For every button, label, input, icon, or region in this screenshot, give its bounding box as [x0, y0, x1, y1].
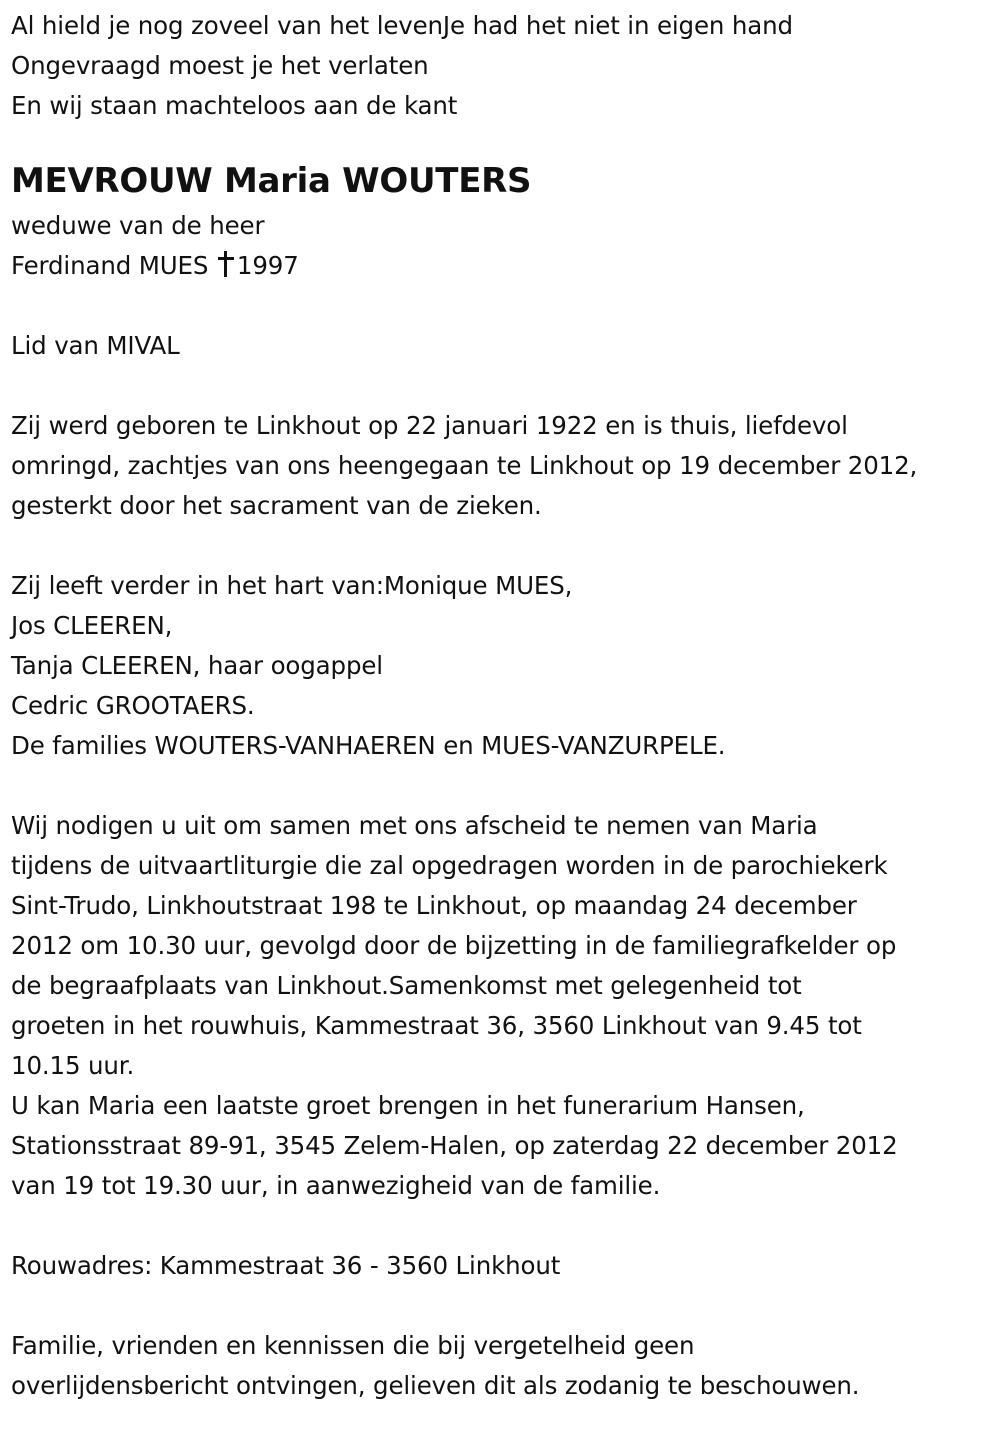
paragraph-line: U kan Maria een laatste groet brengen in het funerarium Hansen, [11, 1091, 805, 1120]
membership-text: Lid van MIVAL [11, 331, 180, 360]
spouse-line [11, 246, 996, 286]
poem-line: Al hield je nog zoveel van het levenJe had het niet in eigen hand [11, 11, 793, 40]
survivors-list [11, 566, 996, 766]
survivor-line: Tanja CLEEREN, haar oogappel [11, 651, 383, 680]
relation-text: weduwe van de heer [11, 211, 265, 240]
death-notice [11, 6, 996, 1406]
closing-paragraph [11, 1326, 996, 1406]
birth-death-paragraph [11, 406, 996, 526]
survivor-line: Cedric GROOTAERS. [11, 691, 255, 720]
poem-line: Ongevraagd moest je het verlaten [11, 51, 429, 80]
paragraph-line: Sint-Trudo, Linkhoutstraat 198 te Linkhout, op maandag 24 december [11, 891, 857, 920]
paragraph-line: omringd, zachtjes van ons heengegaan te Linkhout op 19 december 2012, [11, 451, 918, 480]
paragraph-line: overlijdensbericht ontvingen, gelieven dit als zodanig te beschouwen. [11, 1371, 860, 1400]
deceased-name: MEVROUW Maria WOUTERS [11, 161, 532, 201]
paragraph-line: 2012 om 10.30 uur, gevolgd door de bijzetting in de familiegrafkelder op [11, 931, 897, 960]
paragraph-line: 10.15 uur. [11, 1051, 135, 1080]
paragraph-line: gesterkt door het sacrament van de zieken. [11, 491, 542, 520]
paragraph-line: groeten in het rouwhuis, Kammestraat 36, 3560 Linkhout van 9.45 tot [11, 1011, 862, 1040]
paragraph-line: Wij nodigen u uit om samen met ons afscheid te nemen van Maria [11, 811, 818, 840]
survivor-line: Jos CLEEREN, [11, 611, 173, 640]
cross-icon [218, 251, 234, 277]
survivor-line: De families WOUTERS-VANHAEREN en MUES-VANZURPELE. [11, 731, 726, 760]
poem-line: En wij staan machteloos aan de kant [11, 91, 458, 120]
paragraph-line: Familie, vrienden en kennissen die bij vergetelheid geen [11, 1331, 695, 1360]
paragraph-line: Stationsstraat 89-91, 3545 Zelem-Halen, op zaterdag 22 december 2012 [11, 1131, 898, 1160]
spouse-death-year: 1997 [236, 251, 299, 280]
poem [11, 6, 996, 126]
paragraph-line: de begraafplaats van Linkhout.Samenkomst met gelegenheid tot [11, 971, 802, 1000]
mourning-address: Rouwadres: Kammestraat 36 - 3560 Linkhout [11, 1251, 561, 1280]
survivor-line: Zij leeft verder in het hart van:Monique MUES, [11, 571, 573, 600]
ceremony-paragraph [11, 806, 996, 1206]
paragraph-line: tijdens de uitvaartliturgie die zal opgedragen worden in de parochiekerk [11, 851, 888, 880]
paragraph-line: Zij werd geboren te Linkhout op 22 januari 1922 en is thuis, liefdevol [11, 411, 848, 440]
spouse-name: Ferdinand MUES [11, 251, 209, 280]
paragraph-line: van 19 tot 19.30 uur, in aanwezigheid van de familie. [11, 1171, 661, 1200]
